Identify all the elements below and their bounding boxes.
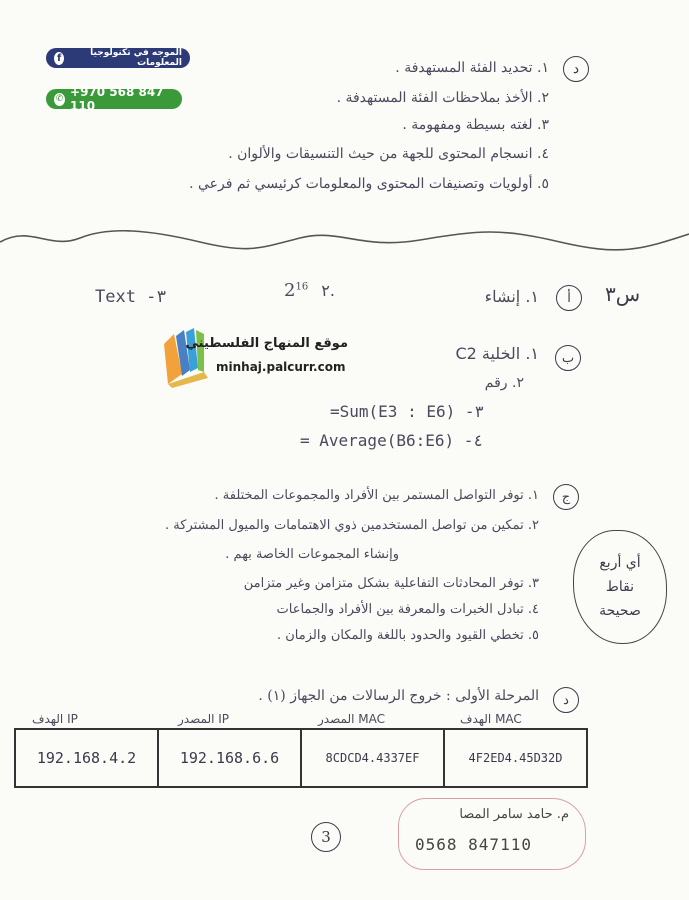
table-cell: 4F2ED4.45D32D	[443, 730, 586, 786]
list-item: ٢. الأخذ بملاحظات الفئة المستهدفة .	[336, 90, 549, 106]
mac-ip-table	[14, 728, 588, 788]
list-item: ٥. تخطي القيود والحدود باللغة والمكان والزمان .	[276, 628, 539, 643]
list-item: ٢. تمكين من تواصل المستخدمين ذوي الاهتمامات والميول المشتركة .	[165, 518, 539, 533]
section-label-d-bottom: د	[553, 687, 579, 713]
whatsapp-number: +970 568 847 110	[70, 85, 164, 113]
part-a-item-2-number: ٢.	[321, 281, 335, 300]
section-label-b: ب	[555, 345, 581, 371]
table-cell: 192.168.4.2	[36, 749, 137, 767]
whatsapp-badge[interactable]	[46, 85, 182, 113]
section-label-c: ج	[553, 484, 579, 510]
site-watermark	[158, 326, 348, 390]
part-a-item-2	[284, 280, 335, 301]
list-item: وإنشاء المجموعات الخاصة بهم .	[225, 547, 399, 562]
power-base: 2	[284, 280, 296, 301]
cloud-note-text: أي أربع نقاط صحيحة	[599, 555, 641, 619]
list-item: ١. تحديد الفئة المستهدفة .	[395, 60, 549, 76]
site-url: minhaj.palcurr.com	[216, 360, 346, 374]
part-a-item-1: ١. إنشاء	[484, 287, 539, 306]
part-b-item-2: ٢. رقم	[484, 375, 524, 391]
table-header: الهدف IP	[32, 712, 78, 726]
list-item: ٤. تبادل الخبرات والمعرفة بين الأفراد والجماعات	[276, 602, 539, 617]
signature-box	[398, 798, 586, 870]
facebook-page-badge[interactable]	[46, 48, 190, 68]
page-number: 3	[311, 822, 341, 852]
site-name: موقع المنهاج الفلسطيني	[185, 336, 348, 351]
whatsapp-icon: ✆	[55, 93, 64, 104]
facebook-page-label: الموجه في تكنولوجيا المعلومات	[90, 48, 182, 68]
list-item: ٤. انسجام المحتوى للجهة من حيث التنسيقات والألوان .	[228, 146, 549, 162]
cloud-note	[573, 530, 667, 644]
question-3-label: س٣	[605, 282, 641, 306]
table-cell: 192.168.6.6	[157, 730, 300, 786]
stage-title: المرحلة الأولى : خروج الرسالات من الجهاز (١) .	[258, 688, 539, 704]
power-exponent: 16	[295, 281, 309, 293]
wavy-divider	[0, 220, 689, 260]
table-header: المصدر IP	[178, 712, 230, 726]
signature-name: م. حامد سامر المصا	[459, 807, 569, 822]
part-b-item-3: =Sum(E3 : E6) -٣	[330, 402, 485, 421]
facebook-icon: f	[54, 52, 64, 65]
list-item: ٣. لغته بسيطة ومفهومة .	[402, 117, 549, 133]
list-item: ٥. أولويات وتصنيفات المحتوى والمعلومات كرئيسي ثم فرعي .	[189, 176, 549, 192]
table-header: المصدر MAC	[318, 712, 385, 726]
section-label-a: أ	[556, 285, 582, 311]
table-cell: 8CDCD4.4337EF	[300, 730, 443, 786]
part-b-item-1: ١. الخلية C2	[455, 344, 539, 363]
table-header: الهدف MAC	[460, 712, 522, 726]
signature-phone: 0568 847110	[415, 835, 532, 854]
part-b-item-4: = Average(B6:E6) -٤	[300, 431, 484, 450]
list-item: ١. توفر التواصل المستمر بين الأفراد والمجموعات المختلفة .	[214, 488, 539, 503]
section-label-d-top: د	[563, 56, 589, 82]
part-a-item-3: Text -٣	[95, 287, 167, 307]
list-item: ٣. توفر المحادثات التفاعلية بشكل متزامن وغير متزامن	[243, 576, 539, 591]
